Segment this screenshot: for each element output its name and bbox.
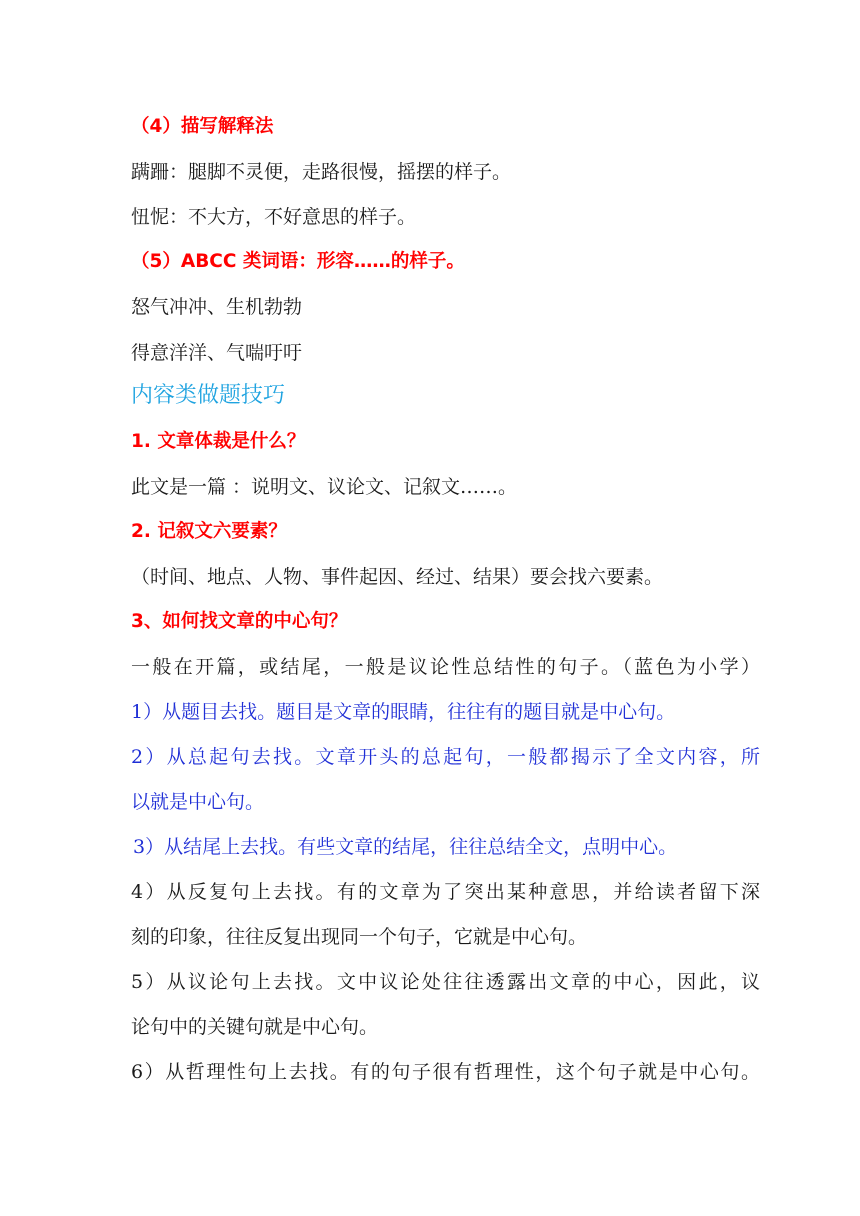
question-1-answer: 此文是一篇 ：说明文、议论文、记叙文……。 [131,476,518,498]
section-5-heading: （5）ABCC 类词语：形容……的样子。 [131,251,465,272]
question-3-heading: 3、如何找文章的中心句？ [131,611,348,632]
method-4-line-1: 4）从反复句上去找。有的文章为了突出某种意思，并给读者留下深 [131,881,760,903]
method-4-line-2: 刻的印象，往往反复出现同一个句子，它就是中心句。 [131,926,588,948]
method-2-line-2: 以就是中心句。 [131,791,265,813]
method-5-line-2: 论句中的关键句就是中心句。 [131,1016,379,1038]
example-words-line: 怒气冲冲、生机勃勃 [131,296,303,318]
example-words-line: 得意洋洋、气喘吁吁 [131,342,303,364]
definition-line: 蹒跚：腿脚不灵便，走路很慢，摇摆的样子。 [131,161,512,183]
method-6: 6）从哲理性句上去找。有的句子很有哲理性，这个句子就是中心句。 [131,1061,760,1083]
question-1-heading: 1. 文章体裁是什么？ [131,431,306,452]
question-2-answer: （时间、地点、人物、事件起因、经过、结果）要会找六要素。 [131,566,664,588]
method-3: 3）从结尾上去找。有些文章的结尾，往往总结全文，点明中心。 [133,836,678,858]
question-2-heading: 2. 记叙文六要素？ [131,521,287,542]
question-3-intro: 一般在开篇，或结尾，一般是议论性总结性的句子。（蓝色为小学） [131,656,760,678]
section-4-heading: （4）描写解释法 [131,116,274,137]
method-5-line-1: 5）从议论句上去找。文中议论处往往透露出文章的中心，因此，议 [131,971,760,993]
content-section-title: 内容类做题技巧 [131,383,286,408]
method-1: 1）从题目去找。题目是文章的眼睛，往往有的题目就是中心句。 [131,701,676,723]
method-2-line-1: 2）从总起句去找。文章开头的总起句，一般都揭示了全文内容，所 [131,746,760,768]
definition-line: 忸怩：不大方，不好意思的样子。 [131,206,417,228]
